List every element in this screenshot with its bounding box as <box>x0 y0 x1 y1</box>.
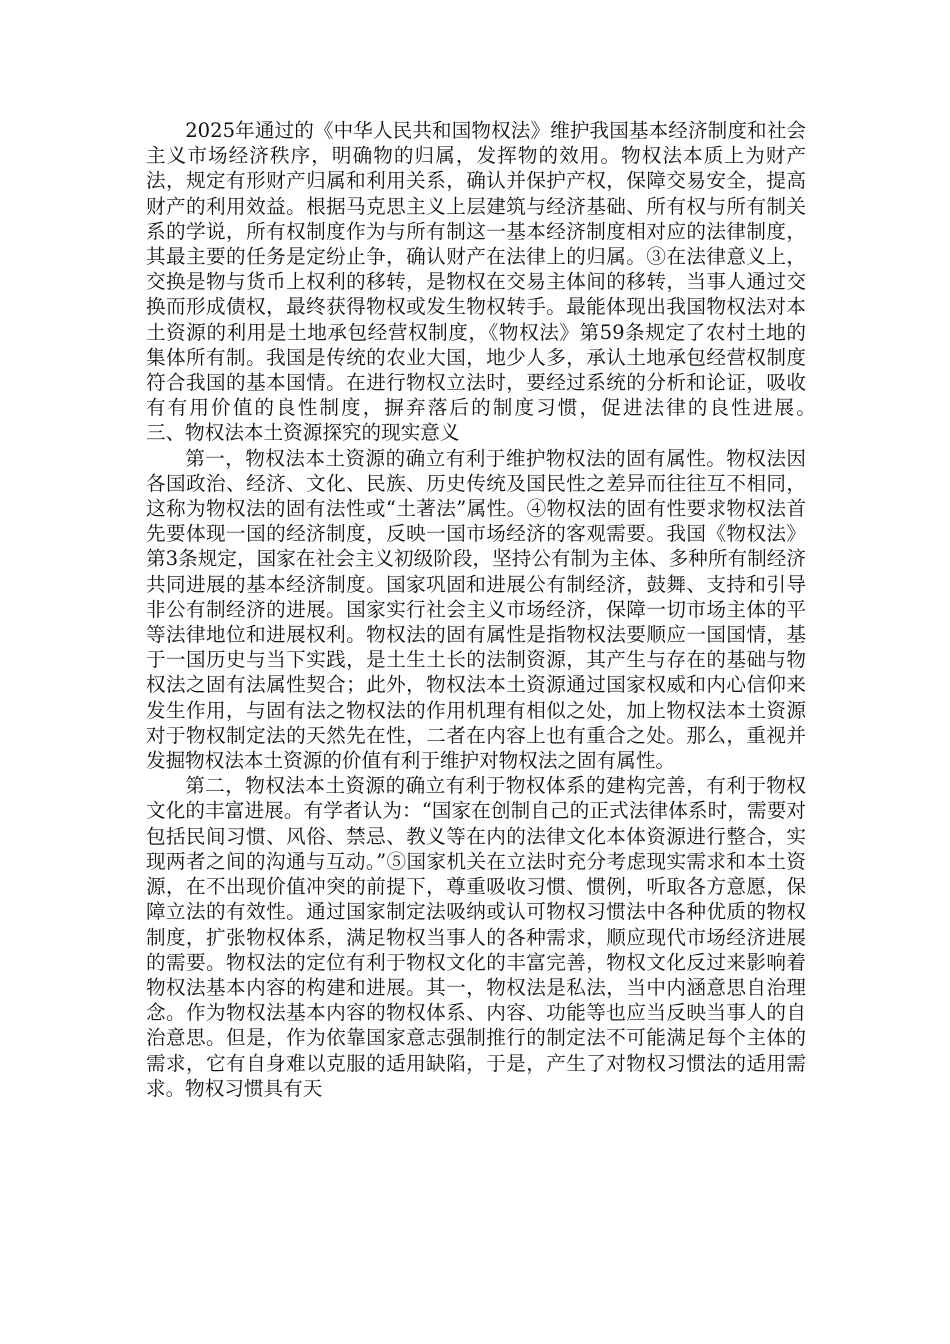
paragraph-second-significance: 第二，物权法本土资源的确立有利于物权体系的建构完善，有利于物权文化的丰富进展。有学者认为：“国家在创制自己的正式法律体系时，需要对包括民间习惯、风俗、禁忌、教义等在内的法律文化本体资源进行整合，实现两者之间的沟通与互动。”⑤国家机关在立法时充分考虑现实需求和本土资源，在不出现价值冲突的前提下，尊重吸收习惯、惯例，听取各方意愿，保障立法的有效性。通过国家制定法吸纳或认可物权习惯法中各种优质的物权制度，扩张物权体系，满足物权当事人的各种需求，顺应现代市场经济进展的需要。物权法的定位有利于物权文化的丰富完善，物权文化反过来影响着物权法基本内容的构建和进展。其一，物权法是私法，当中内涵意思自治理念。作为物权法基本内容的物权体系、内容、功能等也应当反映当事人的自治意思。但是，作为依靠国家意志强制推行的制定法不可能满足每个主体的需求，它有自身难以克服的适用缺陷，于是，产生了对物权习惯法的适用需求。物权习惯具有天 <box>146 774 806 1100</box>
paragraph-first-significance: 第一，物权法本土资源的确立有利于维护物权法的固有属性。物权法因各国政治、经济、文化、民族、历史传统及国民性之差异而往往互不相同，这称为物权法的固有法性或“土著法”属性。④物权法的固有性要求物权法首先要体现一国的经济制度，反映一国市场经济的客观需要。我国《物权法》第3条规定，国家在社会主义初级阶段，坚持公有制为主体、多种所有制经济共同进展的基本经济制度。国家巩固和进展公有制经济，鼓舞、支持和引导非公有制经济的进展。国家实行社会主义市场经济，保障一切市场主体的平等法律地位和进展权利。物权法的固有属性是指物权法要顺应一国国情，基于一国历史与当下实践，是土生土长的法制资源，其产生与存在的基础与物权法之固有法属性契合；此外，物权法本土资源通过国家权威和内心信仰来发生作用，与固有法之物权法的作用机理有相似之处，加上物权法本土资源对于物权制定法的天然先在性，二者在内容上也有重合之处。那么，重视并发掘物权法本土资源的价值有利于维护对物权法之固有属性。 <box>146 446 806 773</box>
paragraph-property-law-intro: 2025年通过的《中华人民共和国物权法》维护我国基本经济制度和社会主义市场经济秩序，明确物的归属，发挥物的效用。物权法本质上为财产法，规定有形财产归属和利用关系，确认并保护产权，保障交易安全，提高财产的利用效益。根据马克思主义上层建筑与经济基础、所有权与所有制关系的学说，所有权制度作为与所有制这一基本经济制度相对应的法律制度，其最主要的任务是定纷止争，确认财产在法律上的归属。③在法律意义上，交换是物与货币上权利的移转，是物权在交易主体间的移转，当事人通过交换而形成债权，最终获得物权或发生物权转手。最能体现出我国物权法对本土资源的利用是土地承包经营权制度，《物权法》第59条规定了农村土地的集体所有制。我国是传统的农业大国，地少人多，承认土地承包经营权制度符合我国的基本国情。在进行物权立法时，要经过系统的分析和论证，吸收有有用价值的良性制度，摒弃落后的制度习惯，促进法律的良性进展。 三、物权法本土资源探究的现实意义 <box>146 119 904 445</box>
document-page <box>146 118 904 1101</box>
